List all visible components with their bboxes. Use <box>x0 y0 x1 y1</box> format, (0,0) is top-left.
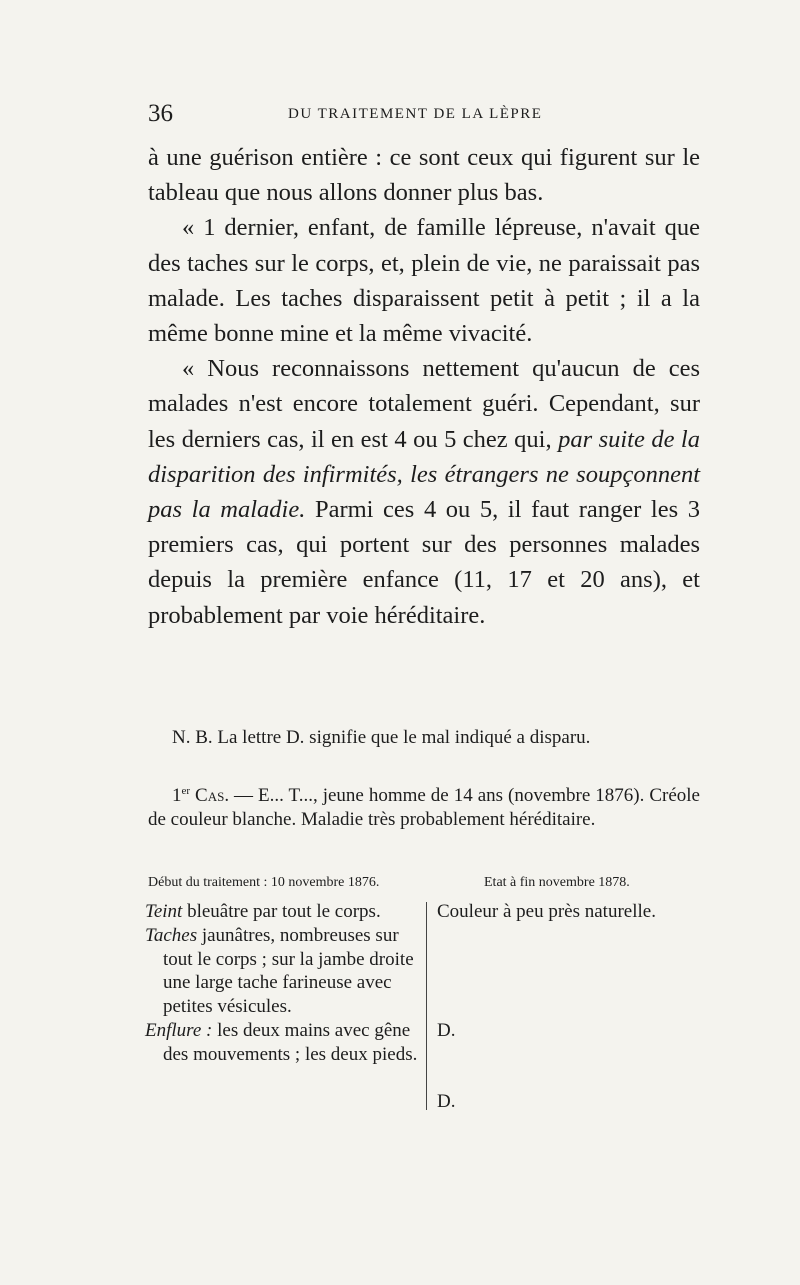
right-column-heading: Etat à fin novembre 1878. <box>484 875 630 890</box>
entry-text: jaunâtres, nombreuses sur tout le corps ; sur la jambe droite une large tache farineuse avec petites vésicules. <box>163 924 414 1018</box>
case-label: Cas. <box>195 785 230 806</box>
main-text <box>148 140 700 633</box>
paragraph-1: à une guérison entière : ce sont ceux qui figurent sur le tableau que nous allons donner plus bas. <box>148 144 700 207</box>
case-description <box>148 779 700 832</box>
left-column <box>145 900 419 1067</box>
case-paragraph <box>148 779 700 832</box>
entry-teint <box>145 900 419 924</box>
entry-term: Enflure : <box>145 1019 213 1041</box>
right-entry-taches: D. <box>437 1020 456 1041</box>
column-divider <box>426 902 427 1110</box>
right-entry-enflure: D. <box>437 1091 456 1112</box>
paragraph-3 <box>148 351 700 633</box>
entry-taches <box>145 924 419 1019</box>
entry-term: Taches <box>145 924 198 946</box>
left-column-heading: Début du traitement : 10 novembre 1876. <box>148 875 380 890</box>
entry-text: bleuâtre par tout le corps. <box>182 901 381 922</box>
page-header <box>148 100 700 130</box>
case-text: — E... T..., jeune homme de 14 ans (novembre 1876). Créole de couleur blanche. Maladie très probablement héréditaire. <box>148 785 700 830</box>
case-ordinal: 1 <box>172 785 182 806</box>
paragraph-2: « 1 dernier, enfant, de famille lépreuse, n'avait que des taches sur le corps, et, plein de vie, ne paraissait pas malade. Les taches disparaissent petit à petit ; il a la même bonne mine et la même vivacité. <box>148 214 700 348</box>
page-number: 36 <box>148 100 173 127</box>
paragraph-3-italic: par suite de la disparition des infirmités, les étrangers ne soupçonnent pas la maladie. <box>148 425 700 524</box>
entry-term: Teint <box>145 901 183 922</box>
entry-enflure <box>145 1019 419 1067</box>
running-title: DU TRAITEMENT DE LA LÈPRE <box>288 106 543 122</box>
right-entry-teint: Couleur à peu près naturelle. <box>437 901 656 922</box>
paragraph-3-start: « Nous reconnaissons nettement qu'aucun de ces malades n'est encore totalement guéri. Cependant, sur les derniers cas, il en est 4 ou 5 chez qui, <box>148 355 700 453</box>
paragraph-3-end: Parmi ces 4 ou 5, il faut ranger les 3 premiers cas, qui portent sur des personnes malades depuis la première enfance (11, 17 et 20 ans), et probablement par voie héréditaire. <box>148 496 700 629</box>
note-text: N. B. La lettre D. signifie que le mal indiqué a disparu. <box>172 727 591 748</box>
entry-text: les deux mains avec gêne des mouvements ; les deux pieds. <box>163 1019 418 1065</box>
case-ordinal-suffix: er <box>181 785 191 797</box>
